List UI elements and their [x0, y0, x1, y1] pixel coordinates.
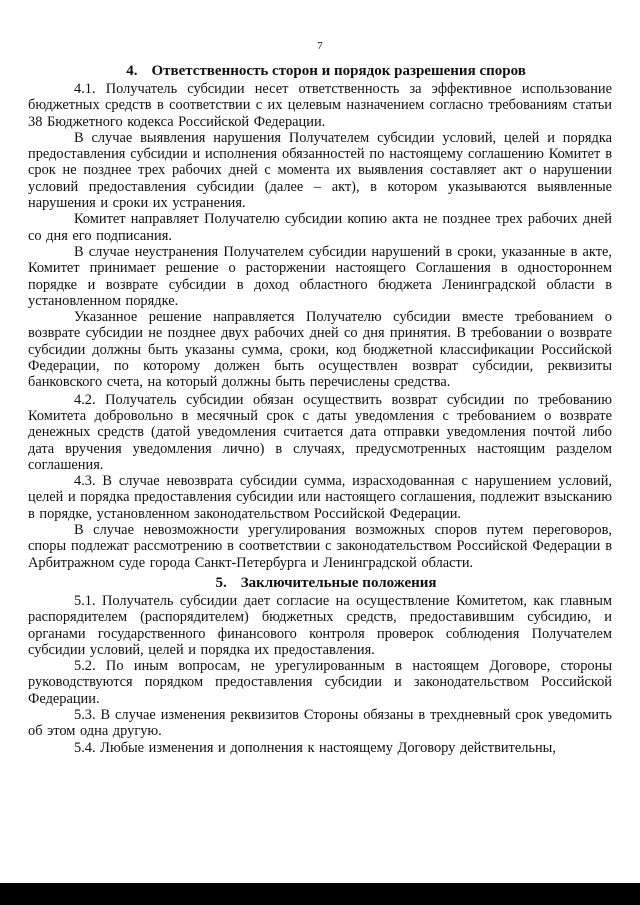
paragraph-4-1: 4.1. Получатель субсидии несет ответственность за эффективное использование бюджетных средств в соответствии с их целевым назначением согласно требованиям статьи 38 Бюджетного кодекса Российской Федерации. [28, 81, 612, 130]
paragraph-4-1-violation: В случае выявления нарушения Получателем субсидии условий, целей и порядка предоставления субсидии и исполнения обязанностей по настоящему соглашению Комитет в срок не позднее трех рабочих дней с момента их выявления составляет акт о нарушении условий предоставления субсидии (далее – акт), в котором указываются выявленные нарушения и сроки их устранения. [28, 129, 612, 212]
paragraph-4-3: 4.3. В случае невозврата субсидии сумма, израсходованная с нарушением условий, целей и порядка предоставления субсидии или настоящего соглашения, подлежит взысканию в порядке, установленном законодательством Российской Федерации. [28, 473, 612, 522]
paragraph-5-3: 5.3. В случае изменения реквизитов Стороны обязаны в трехдневный срок уведомить об этом одна другую. [28, 706, 612, 740]
section-4-heading [28, 62, 612, 80]
page-number: 7 [317, 40, 323, 52]
section-4-title: Ответственность сторон и порядок разрешения споров [151, 63, 526, 79]
section-5-heading [28, 574, 612, 592]
paragraph-5-1: 5.1. Получатель субсидии дает согласие на осуществление Комитетом, как главным распорядителем (распорядителем) бюджетных средств, предоставившим субсидию, и органами государственного финансового контроля проверок соблюдения Получателем субсидии условий, целей и порядка их предоставления. [28, 592, 612, 658]
paragraph-4-2: 4.2. Получатель субсидии обязан осуществить возврат субсидии по требованию Комитета добровольно в месячный срок с даты уведомления с требованием о возврате денежных средств (датой уведомления считается дата отправки уведомления почтой либо дата вручения уведомления лично) в случаях, предусмотренных настоящим разделом соглашения. [28, 391, 612, 473]
paragraph-4-1-act-copy: Комитет направляет Получателю субсидии копию акта не позднее трех рабочих дней со дня его подписания. [28, 211, 612, 244]
scan-bottom-edge [0, 883, 640, 905]
section-5-title: Заключительные положения [240, 574, 437, 591]
paragraph-4-1-demand: Указанное решение направляется Получателю субсидии вместе требованием о возврате субсидии не позднее двух рабочих дней со дня принятия. В требовании о возврате субсидии должны быть указаны сумма, сроки, код бюджетной классификации Российской Федерации, по которому должен быть осуществлен возврат субсидии, реквизиты банковского счета, на который должны быть перечислены средства. [28, 309, 612, 391]
paragraph-5-4: 5.4. Любые изменения и дополнения к настоящему Договору действительны, [74, 739, 556, 756]
paragraph-4-3-disputes: В случае невозможности урегулирования возможных споров путем переговоров, споры подлежат рассмотрению в соответствии с законодательством Российской Федерации в Арбитражном суде города Санкт-Петербурга и Ленинградской области. [28, 522, 612, 571]
paragraph-4-1-termination: В случае неустранения Получателем субсидии нарушений в сроки, указанные в акте, Комитет принимает решение о расторжении настоящего Соглашения в одностороннем порядке и возврате субсидии в доход областного бюджета Ленинградской области в установленном порядке. [28, 243, 612, 309]
section-4-number: 4. [126, 63, 138, 79]
paragraph-5-2: 5.2. По иным вопросам, не урегулированным в настоящем Договоре, стороны руководствуются порядком предоставления субсидии и законодательством Российской Федерации. [28, 658, 612, 707]
section-5-number: 5. [215, 574, 227, 591]
document-page [28, 40, 612, 756]
